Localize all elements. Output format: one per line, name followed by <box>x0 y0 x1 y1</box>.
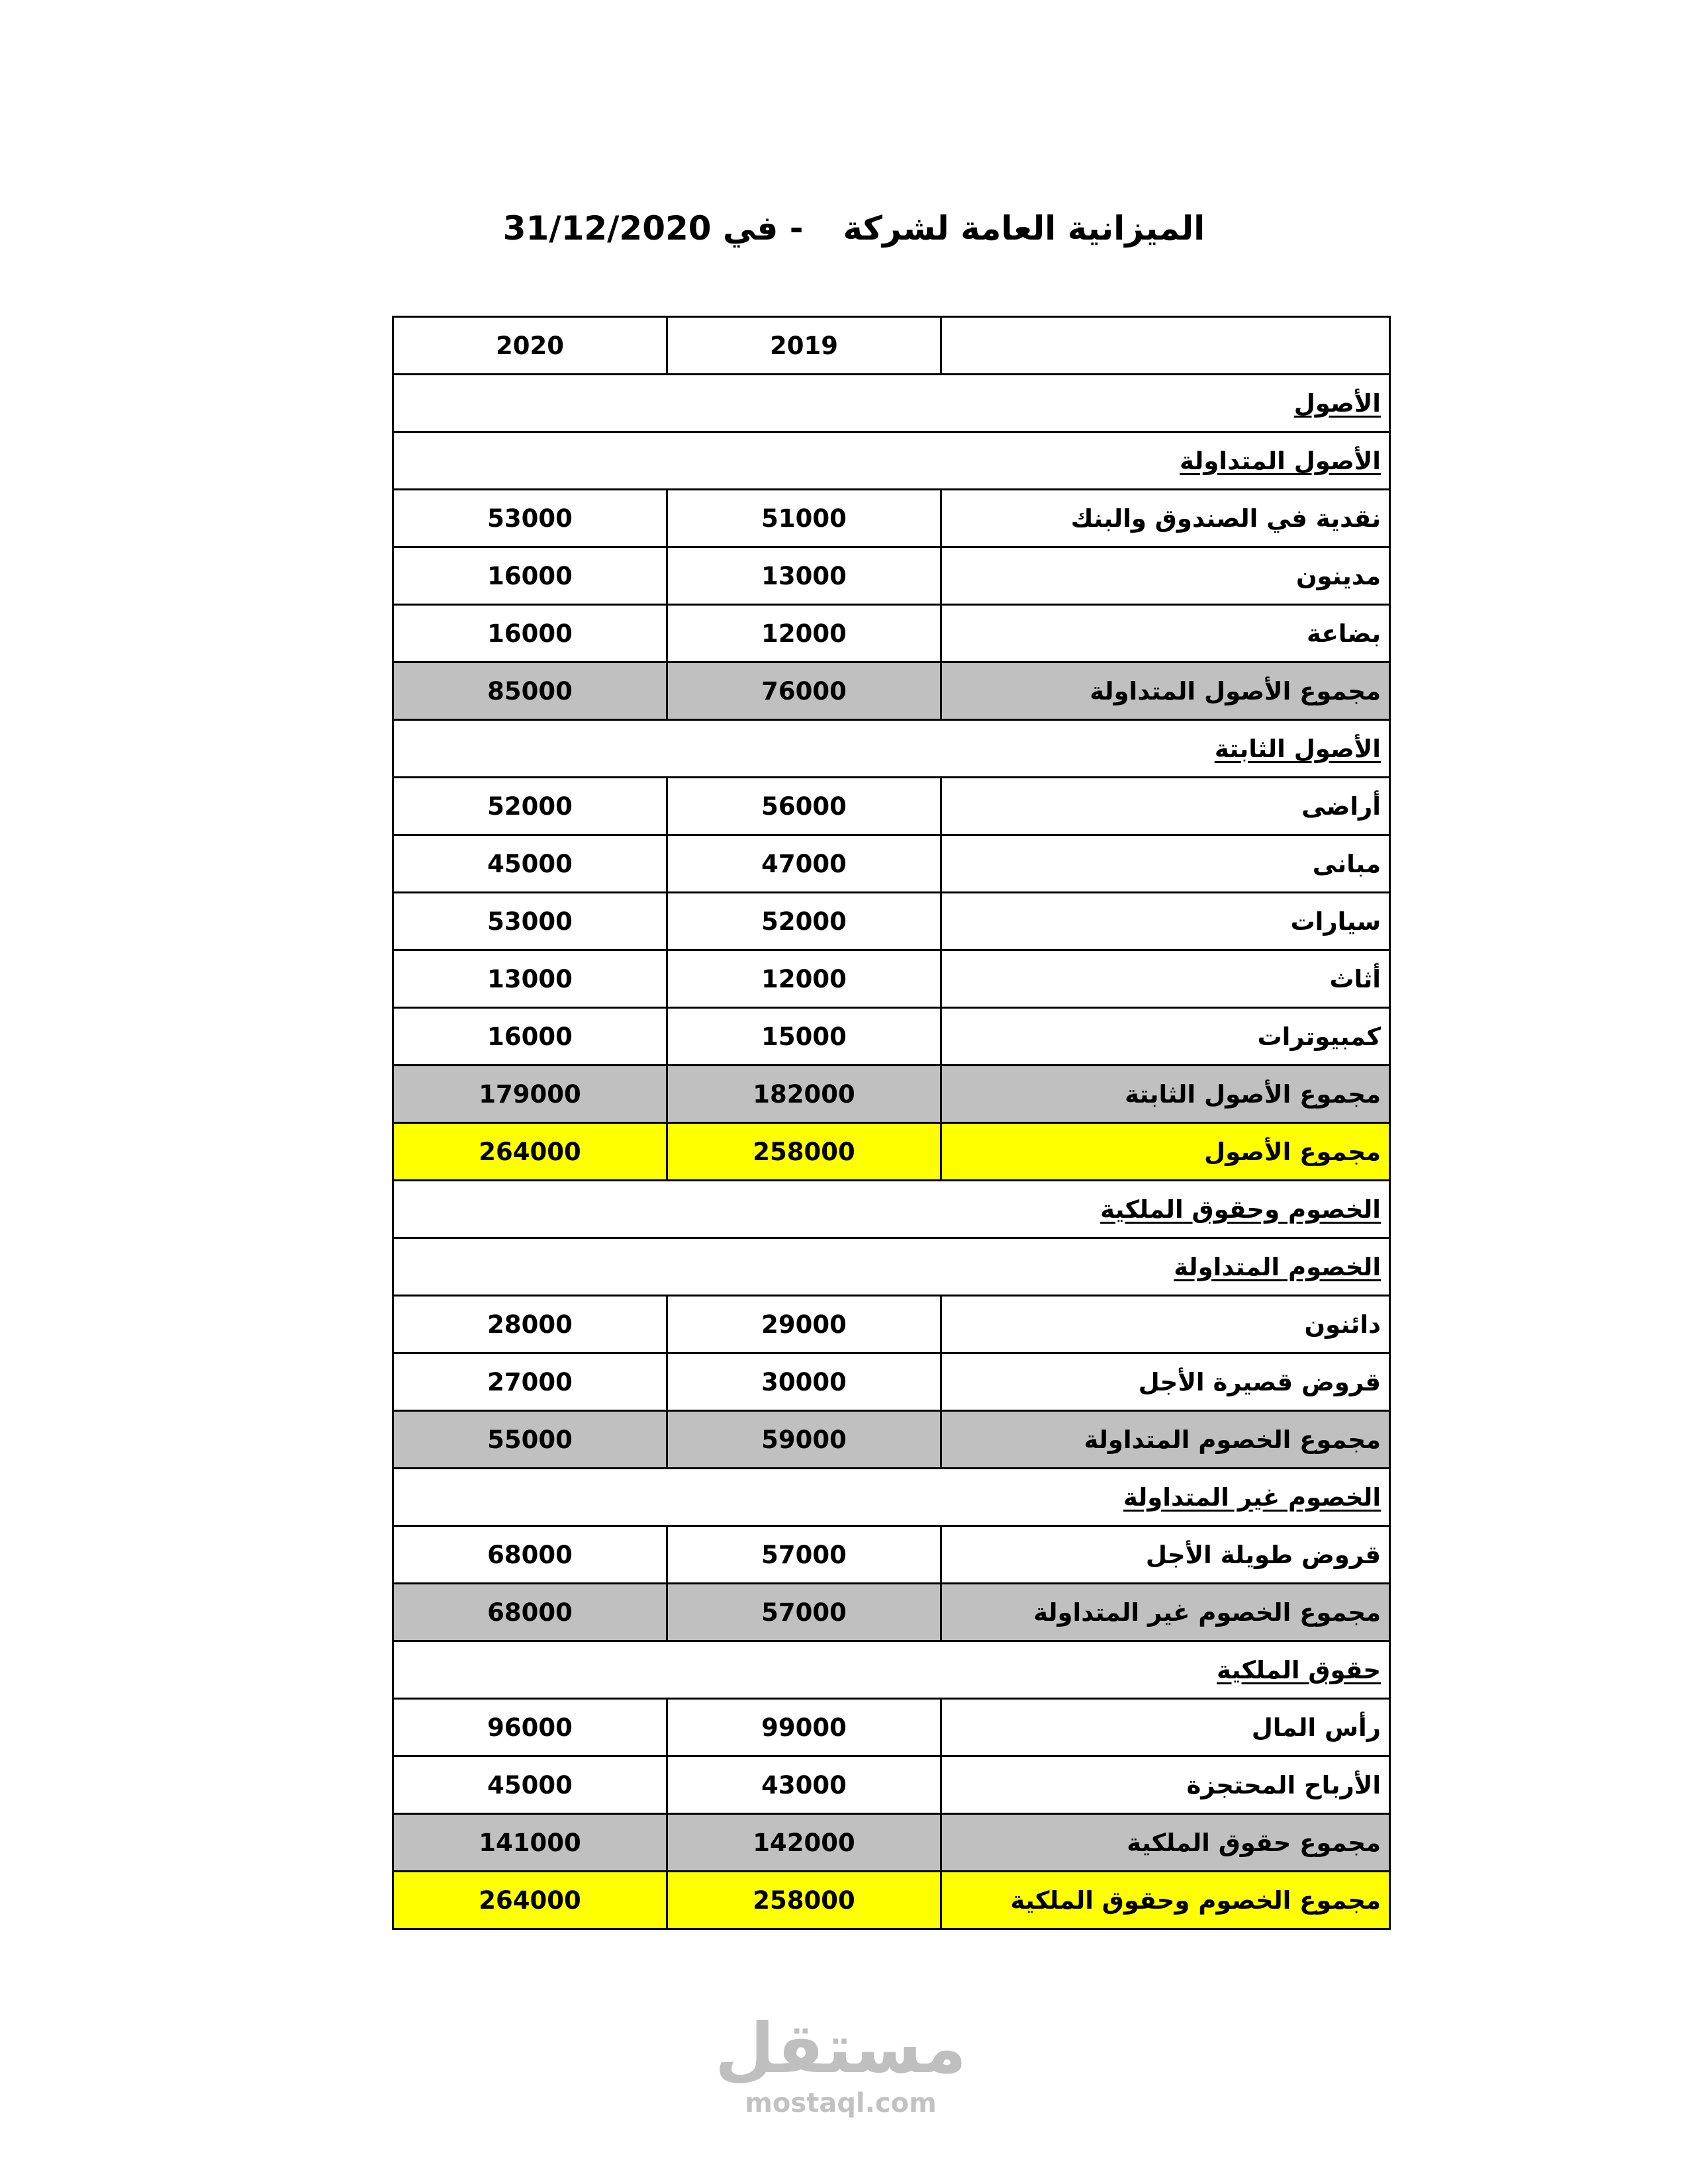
header-2019: 2019 <box>667 317 941 375</box>
table-row <box>393 893 1390 950</box>
title-date: 31/12/2020 <box>502 209 712 248</box>
header-2020: 2020 <box>393 317 667 375</box>
total-liabilities-equity-2020: 264000 <box>393 1872 667 1929</box>
total-fixed-assets-2020: 179000 <box>393 1066 667 1123</box>
total-equity-label: مجموع حقوق الملكية <box>941 1814 1390 1872</box>
computers-2020: 16000 <box>393 1008 667 1066</box>
creditors-2020: 28000 <box>393 1296 667 1353</box>
buildings-2019: 47000 <box>667 835 941 893</box>
subtotal-row <box>393 1584 1390 1641</box>
total-current-assets-label: مجموع الأصول المتداولة <box>941 662 1390 720</box>
section-liabilities-equity: الخصوم وحقوق الملكية <box>393 1181 1390 1238</box>
buildings-label: مبانى <box>941 835 1390 893</box>
table-row <box>393 490 1390 547</box>
table-row <box>393 605 1390 662</box>
table-row <box>393 1353 1390 1411</box>
subtotal-row <box>393 662 1390 720</box>
total-liabilities-equity-2019: 258000 <box>667 1872 941 1929</box>
capital-2019: 99000 <box>667 1699 941 1756</box>
total-equity-2019: 142000 <box>667 1814 941 1872</box>
buildings-2020: 45000 <box>393 835 667 893</box>
goods-2019: 12000 <box>667 605 941 662</box>
total-fixed-assets-2019: 182000 <box>667 1066 941 1123</box>
table-row <box>393 950 1390 1008</box>
table-row <box>393 1296 1390 1353</box>
debtors-2019: 13000 <box>667 547 941 605</box>
total-equity-2020: 141000 <box>393 1814 667 1872</box>
capital-label: رأس المال <box>941 1699 1390 1756</box>
goods-label: بضاعة <box>941 605 1390 662</box>
table-row <box>393 1699 1390 1756</box>
watermark-url: mostaql.com <box>745 2088 937 2118</box>
table-row <box>393 1756 1390 1814</box>
total-row <box>393 1872 1390 1929</box>
header-label-cell <box>941 317 1390 375</box>
title-text: الميزانية العامة لشركة <box>843 209 1205 248</box>
furniture-label: أثاث <box>941 950 1390 1008</box>
section-row <box>393 1238 1390 1296</box>
goods-2020: 16000 <box>393 605 667 662</box>
section-equity: حقوق الملكية <box>393 1641 1390 1699</box>
total-current-assets-2019: 76000 <box>667 662 941 720</box>
total-liabilities-equity-label: مجموع الخصوم وحقوق الملكية <box>941 1872 1390 1929</box>
section-row <box>393 432 1390 490</box>
long-loans-2020: 68000 <box>393 1526 667 1584</box>
total-assets-2019: 258000 <box>667 1123 941 1181</box>
short-loans-label: قروض قصيرة الأجل <box>941 1353 1390 1411</box>
debtors-2020: 16000 <box>393 547 667 605</box>
section-assets: الأصول <box>393 375 1390 432</box>
cars-2019: 52000 <box>667 893 941 950</box>
total-current-liabilities-label: مجموع الخصوم المتداولة <box>941 1411 1390 1469</box>
table-row <box>393 835 1390 893</box>
retained-earnings-2020: 45000 <box>393 1756 667 1814</box>
total-current-assets-2020: 85000 <box>393 662 667 720</box>
computers-2019: 15000 <box>667 1008 941 1066</box>
section-row <box>393 1181 1390 1238</box>
section-row <box>393 375 1390 432</box>
total-fixed-assets-label: مجموع الأصول الثابتة <box>941 1066 1390 1123</box>
watermark-logo: مستقل <box>714 2008 967 2089</box>
creditors-label: دائنون <box>941 1296 1390 1353</box>
section-row <box>393 720 1390 778</box>
header-row <box>393 317 1390 375</box>
title-date-group <box>503 209 804 248</box>
section-fixed-assets: الأصول الثابتة <box>393 720 1390 778</box>
furniture-2019: 12000 <box>667 950 941 1008</box>
title-date-prefix: - في <box>723 209 804 248</box>
total-current-liabilities-2020: 55000 <box>393 1411 667 1469</box>
creditors-2019: 29000 <box>667 1296 941 1353</box>
table-row <box>393 1526 1390 1584</box>
land-label: أراضى <box>941 778 1390 835</box>
section-noncurrent-liabilities: الخصوم غير المتداولة <box>393 1469 1390 1526</box>
subtotal-row <box>393 1411 1390 1469</box>
total-assets-label: مجموع الأصول <box>941 1123 1390 1181</box>
section-current-liabilities: الخصوم المتداولة <box>393 1238 1390 1296</box>
total-noncurrent-liabilities-label: مجموع الخصوم غير المتداولة <box>941 1584 1390 1641</box>
retained-earnings-2019: 43000 <box>667 1756 941 1814</box>
section-row <box>393 1641 1390 1699</box>
total-row <box>393 1123 1390 1181</box>
subtotal-row <box>393 1814 1390 1872</box>
balance-sheet-table <box>392 316 1391 1930</box>
capital-2020: 96000 <box>393 1699 667 1756</box>
furniture-2020: 13000 <box>393 950 667 1008</box>
section-row <box>393 1469 1390 1526</box>
total-current-liabilities-2019: 59000 <box>667 1411 941 1469</box>
land-2019: 56000 <box>667 778 941 835</box>
short-loans-2019: 30000 <box>667 1353 941 1411</box>
long-loans-label: قروض طويلة الأجل <box>941 1526 1390 1584</box>
table-row <box>393 547 1390 605</box>
debtors-label: مدينون <box>941 547 1390 605</box>
subtotal-row <box>393 1066 1390 1123</box>
total-noncurrent-liabilities-2020: 68000 <box>393 1584 667 1641</box>
long-loans-2019: 57000 <box>667 1526 941 1584</box>
cash-2019: 51000 <box>667 490 941 547</box>
cash-2020: 53000 <box>393 490 667 547</box>
total-noncurrent-liabilities-2019: 57000 <box>667 1584 941 1641</box>
cars-2020: 53000 <box>393 893 667 950</box>
computers-label: كمبيوترات <box>941 1008 1390 1066</box>
land-2020: 52000 <box>393 778 667 835</box>
table-row <box>393 778 1390 835</box>
total-assets-2020: 264000 <box>393 1123 667 1181</box>
section-current-assets: الأصول المتداولة <box>393 432 1390 490</box>
short-loans-2020: 27000 <box>393 1353 667 1411</box>
document-title <box>463 192 1244 265</box>
cars-label: سيارات <box>941 893 1390 950</box>
retained-earnings-label: الأرباح المحتجزة <box>941 1756 1390 1814</box>
cash-label: نقدية في الصندوق والبنك <box>941 490 1390 547</box>
table-row <box>393 1008 1390 1066</box>
